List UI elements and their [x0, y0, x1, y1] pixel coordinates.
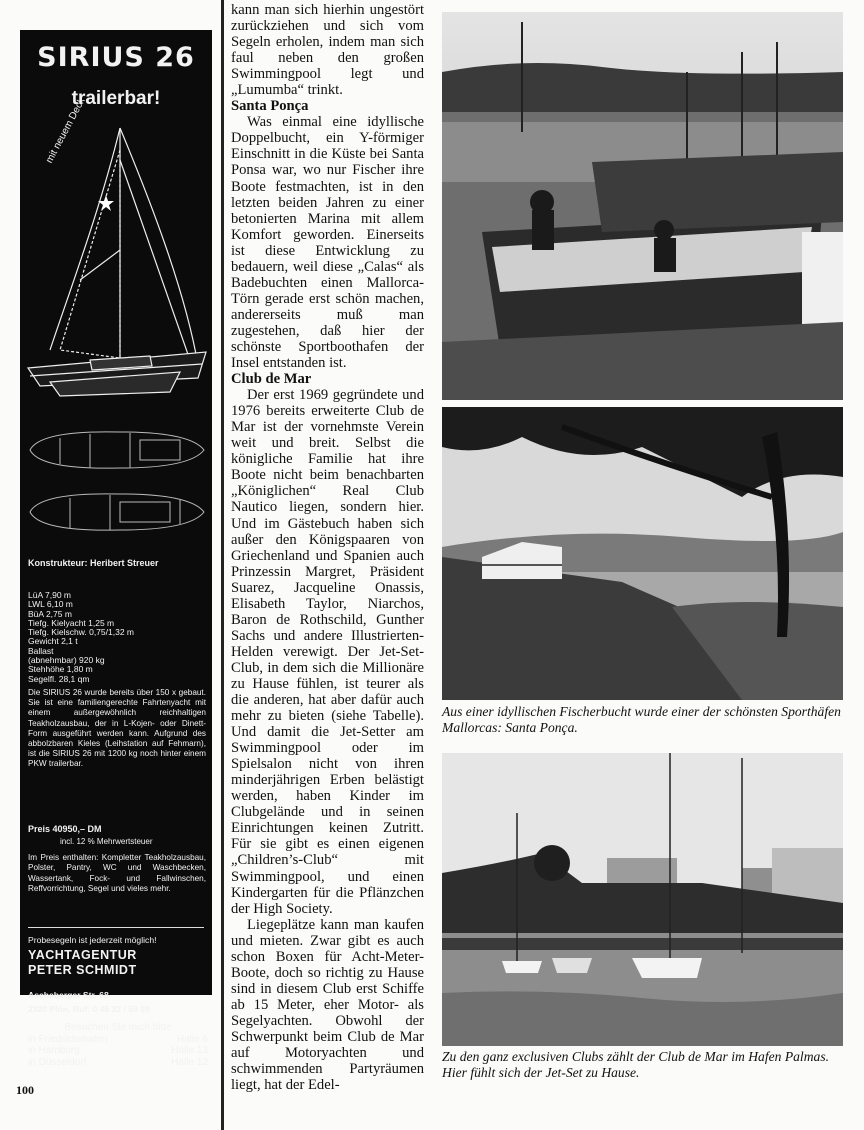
- ad-subtitle: trailerbar!: [71, 88, 161, 109]
- ad-title: SIRIUS 26: [37, 42, 195, 73]
- photo-fishing-boats: [442, 12, 843, 400]
- section-heading-club-de-mar: Club de Mar: [231, 371, 312, 388]
- visit-city: in Friedrichshafen: [28, 1033, 108, 1045]
- agency-name: [28, 948, 137, 978]
- column-gutter-line: [221, 0, 224, 1130]
- caption-club-de-mar: Zu den ganz exclusiven Clubs zählt der Club de Mar im Hafen Palmas. Hier fühlt sich der Jet-Set zu Hause.: [442, 1049, 830, 1080]
- agency-phone: 2320 Plön, Ruf: 0 45 22 / 59 99: [28, 1004, 150, 1014]
- visit-hall: Halle 12: [171, 1056, 208, 1068]
- spec-line: Gewicht 2,1 t: [28, 636, 78, 647]
- visit-row: [28, 1057, 208, 1069]
- visit-row: [28, 1045, 208, 1057]
- visit-info: [28, 1022, 208, 1068]
- agency-street: Ascheberger Str. 68: [28, 990, 109, 1000]
- included-items: Im Preis enthalten: Kompletter Teakholzausbau, Polster, Pantry, WC und Waschbecken, Wassertank, Fock- und Fallwinschen, Reffvorrichtung, Segel und vieles mehr.: [28, 853, 206, 894]
- visit-heading: Besuchen Sie mich bitte: [64, 1022, 172, 1033]
- caption-santa-ponca: Aus einer idyllischen Fischerbucht wurde einer der schönsten Sporthäfen Mallorcas: Santa Ponça.: [442, 704, 841, 735]
- article-paragraph: Der erst 1969 gegründete und 1976 bereits erweiterte Club de Mar ist der vornehmste Verein weit und breit. Selbst die königliche Familie hat ihre Boote nicht beim benachbarten „Königlichen“ Real Club Nautico liegen, sondern hier. Und im Gästebuch haben sich außer den Königspaaren von Griechenland und Spanien auch Prinzessin Margret, Präsident Suarez, Jacqueline Onassis, Elisabeth Taylor, Niarchos, Baron de Rothschild, Gunther Sachs und andere Illustrierten-Helden verewigt. Der Jet-Set-Club, in dem sich die Millionäre zu Hause fühlen, ist teurer als die anderen, hat aber dafür auch mehr zu bieten (siehe Tabelle). Und damit die Jet-Setter am Swimmingpool oder im Spielsalon nicht von ihren minderjährigen Erben belästigt werden, haben Kinder im Clubgelände und in seinen Einrichtungen keinen Zutritt. Für sie gibt es einen eigenen „Children’s-Club“ mit Swimmingpool, und einen Kindergarten für die Pflänzchen der High Society.: [231, 387, 424, 917]
- visit-city: in Hamburg: [28, 1045, 80, 1056]
- spec-line: Segelfl. 28,1 qm: [28, 673, 90, 684]
- visit-hall: Halle 6: [176, 1033, 208, 1045]
- photo-club-de-mar-harbor: [442, 753, 843, 1046]
- article-paragraph: kann man sich hierhin ungestört zurückziehen und sich vom Segeln erholen, indem man sich faul neben den großen Swimmingpool legt und „Lumumba“ trinkt.: [231, 2, 424, 99]
- spec-line: LWL 6,10 m: [28, 599, 73, 610]
- price-note: incl. 12 % Mehrwertsteuer: [60, 837, 153, 846]
- trial-sailing-note: Probesegeln ist jederzeit möglich!: [28, 935, 157, 945]
- spec-line: LüA 7,90 m: [28, 590, 72, 600]
- specifications-list: [28, 591, 206, 684]
- designer-credit: Konstrukteur: Heribert Streuer: [28, 558, 159, 568]
- spec-line: Tiefg. Kielschw. 0,75/1,32 m: [28, 627, 134, 638]
- spec-line: (abnehmbar) 920 kg: [28, 655, 105, 666]
- sailboat-drawing: [20, 120, 212, 420]
- article-paragraph: Was einmal eine idyllische Doppelbucht, ein Y-förmiger Einschnitt in die Küste bei Santa Ponsa war, wo nur Fischer ihre Boote festmachten, ist in den letzten beiden Jahren zu einer betonierten Marina mit allem Komfort geworden. Einerseits ist diese Entwicklung zu bedauern, weil diese „Calas“ als Badebuchten einen Mallorca-Törn gerade erst schön machen, andererseits muß man zugestehen, daß hier der schönste Sportboothafen der Insel entstanden ist.: [231, 114, 424, 372]
- visit-city: in Düsseldorf: [28, 1056, 87, 1068]
- new-deck-label: mit neuem Deck: [44, 96, 88, 166]
- ad-description: Die SIRIUS 26 wurde bereits über 150 x gebaut. Sie ist eine familiengerechte Fahrtenyacht mit einem außergewöhnlich reichhaltigen Teakholzausbau, der in L-Kojen- oder Dinett-Form ausgeführt werden kann. Aufgrund des abbolzbaren Kieles (Leihstation auf Fehmarn), ist die SIRIUS 26 mit 1200 kg noch hinter einem PKW trailerbar.: [28, 688, 206, 769]
- spec-line: Ballast: [28, 645, 54, 656]
- visit-row: [28, 1034, 208, 1046]
- article-text-column: [231, 2, 424, 1093]
- agency-line-2: PETER SCHMIDT: [28, 963, 137, 977]
- spec-line: Tiefg. Kielyacht 1,25 m: [28, 617, 115, 628]
- agency-line-1: YACHTAGENTUR: [28, 948, 137, 962]
- deck-plan-drawings: [20, 420, 212, 540]
- section-heading-santa-ponca: Santa Ponça: [231, 98, 309, 115]
- divider: [28, 927, 204, 928]
- photo-santa-ponca-bay: [442, 407, 843, 700]
- page-number: 100: [16, 1083, 34, 1097]
- spec-line: Stehhöhe 1,80 m: [28, 664, 93, 675]
- article-paragraph: Liegeplätze kann man kaufen und mieten. Zwar gibt es auch schon Boxen für Acht-Meter-Boote, doch so richtig zu Hause sind in diesem Club erst Schiffe ab 15 Meter, eher Motor- als Segelyachten. Obwohl der Schwerpunkt beim Club de Mar auf Motoryachten und schwimmenden Partyräumen liegt, hat der Edel-: [231, 916, 424, 1094]
- price: Preis 40950,– DM: [28, 824, 102, 834]
- visit-hall: Halle 13: [171, 1045, 208, 1056]
- spec-line: BüA 2,75 m: [28, 608, 72, 619]
- sirius-26-advertisement: [20, 30, 212, 1068]
